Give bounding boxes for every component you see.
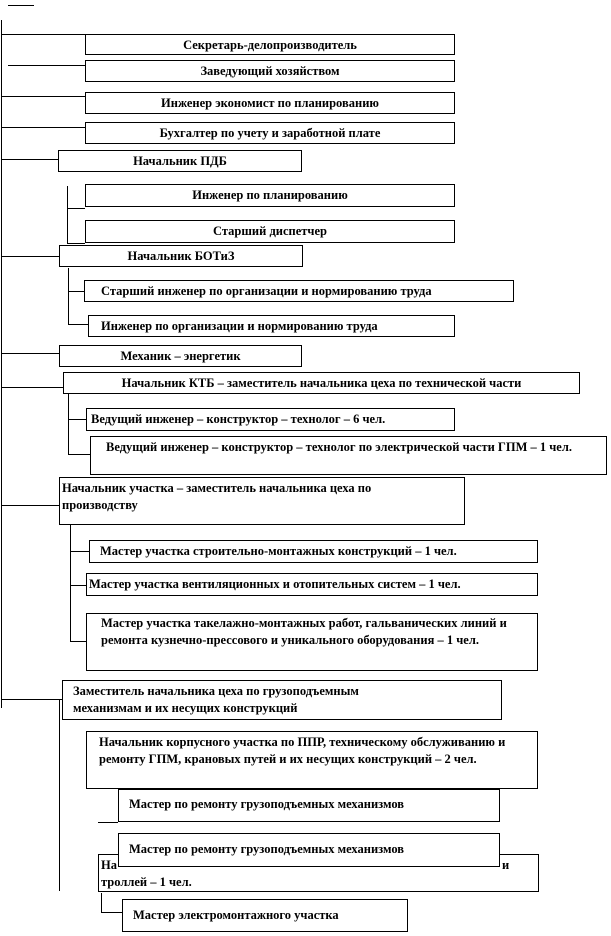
connector-ktb xyxy=(1,387,63,388)
connector-section-head xyxy=(1,505,59,506)
box-accountant xyxy=(85,122,455,144)
botiz-branch-vertical xyxy=(68,268,69,325)
box-lead-engineer-electric xyxy=(90,436,607,475)
label-accountant: Бухгалтер по учету и заработной плате xyxy=(159,126,381,140)
top-stub-line xyxy=(8,5,34,6)
connector-master-lifting-1 xyxy=(98,822,118,823)
connector-planning-engineer xyxy=(67,208,85,209)
section-branch-vertical xyxy=(70,525,71,642)
box-master-construction xyxy=(89,540,538,563)
box-secretary xyxy=(85,34,455,55)
deputy-branch-vertical xyxy=(59,699,60,891)
label-master-electrical: Мастер электромонтажного участка xyxy=(133,908,339,922)
connector-deputy-lifting xyxy=(1,699,62,700)
label-lead-engineer-electric: Ведущий инженер – конструктор – технолог по электрической части ГПМ – 1 чел. xyxy=(106,440,572,454)
box-master-lifting-1 xyxy=(118,789,500,822)
label-pdb-head: Начальник ПДБ xyxy=(133,154,227,168)
label-hidden-section-head-end: и xyxy=(502,858,510,872)
box-engineer-economist xyxy=(85,92,455,114)
connector-labor-engineer xyxy=(68,324,88,325)
box-master-electrical xyxy=(122,899,408,932)
box-pdb-head xyxy=(58,150,302,172)
label-housekeeping-head: Заведующий хозяйством xyxy=(200,64,340,78)
box-planning-engineer xyxy=(85,184,455,207)
box-botiz-head xyxy=(59,245,303,267)
box-senior-dispatcher xyxy=(85,220,455,243)
connector-senior-dispatcher xyxy=(67,243,85,244)
box-senior-labor-engineer xyxy=(84,280,514,302)
label-labor-engineer: Инженер по организации и нормированию труда xyxy=(101,319,378,333)
box-mechanic-energetic xyxy=(59,345,302,367)
main-vertical-connector xyxy=(1,20,2,708)
label-mechanic-energetic: Механик – энергетик xyxy=(120,349,241,363)
box-hull-section-head xyxy=(86,731,538,789)
label-senior-labor-engineer: Старший инженер по организации и нормированию труда xyxy=(101,284,432,298)
box-section-head xyxy=(59,477,465,525)
label-master-rigging: Мастер участка такелажно-монтажных работ, гальванических линий и ремонта кузнечно-прессового и уникального оборудования – 1 чел. xyxy=(101,616,507,647)
box-master-rigging xyxy=(86,613,538,671)
label-hull-section-head: Начальник корпусного участка по ППР, техническому обслуживанию и ремонту ГПМ, крановых путей и их несущих конструкций – 2 чел. xyxy=(99,735,506,766)
connector-master-rigging xyxy=(70,641,86,642)
box-housekeeping-head xyxy=(85,60,455,82)
connector-economist xyxy=(1,96,85,97)
pdb-branch-vertical xyxy=(67,186,68,244)
connector-accountant xyxy=(1,127,85,128)
label-hidden-section-head-line2: троллей – 1 чел. xyxy=(101,875,192,889)
label-section-head: Начальник участка – заместитель начальника цеха по производству xyxy=(62,481,372,512)
connector-secretary xyxy=(1,34,85,35)
label-botiz-head: Начальник БОТиЗ xyxy=(127,249,235,263)
electrical-branch-vertical xyxy=(101,893,102,913)
connector-pdb xyxy=(1,159,58,160)
label-secretary: Секретарь-делопроизводитель xyxy=(183,38,357,52)
connector-housekeeping xyxy=(8,65,85,66)
label-master-lifting-2: Мастер по ремонту грузоподъемных механизмов xyxy=(129,842,405,856)
label-planning-engineer: Инженер по планированию xyxy=(192,188,348,202)
box-deputy-lifting xyxy=(62,680,502,720)
label-lead-engineer-6: Ведущий инженер – конструктор – технолог – 6 чел. xyxy=(91,412,386,426)
connector-senior-labor-engineer xyxy=(68,291,84,292)
box-lead-engineer-6 xyxy=(86,408,455,431)
label-engineer-economist: Инженер экономист по планированию xyxy=(161,96,379,110)
connector-botiz xyxy=(1,256,59,257)
box-ktb-head xyxy=(63,372,580,394)
label-master-lifting-1: Мастер по ремонту грузоподъемных механизмов xyxy=(129,797,405,811)
box-master-lifting-2 xyxy=(118,833,500,867)
label-ktb-head: Начальник КТБ – заместитель начальника цеха по технической части xyxy=(121,376,522,390)
connector-master-electrical xyxy=(101,912,122,913)
box-labor-engineer xyxy=(88,315,455,337)
connector-master-ventilation xyxy=(70,585,86,586)
connector-mechanic xyxy=(1,353,59,354)
label-master-construction: Мастер участка строительно-монтажных конструкций – 1 чел. xyxy=(100,544,457,558)
ktb-branch-vertical xyxy=(68,393,69,455)
label-hidden-section-head-start: На xyxy=(101,858,117,872)
connector-master-construction xyxy=(70,551,89,552)
label-deputy-lifting: Заместитель начальника цеха по грузоподъемным механизмам и их несущих конструкций xyxy=(73,684,359,715)
box-master-ventilation xyxy=(86,573,538,596)
label-senior-dispatcher: Старший диспетчер xyxy=(213,224,327,238)
connector-lead-engineer-electric xyxy=(68,454,90,455)
label-master-ventilation: Мастер участка вентиляционных и отопительных систем – 1 чел. xyxy=(89,577,461,591)
connector-lead-engineer-6 xyxy=(68,419,86,420)
